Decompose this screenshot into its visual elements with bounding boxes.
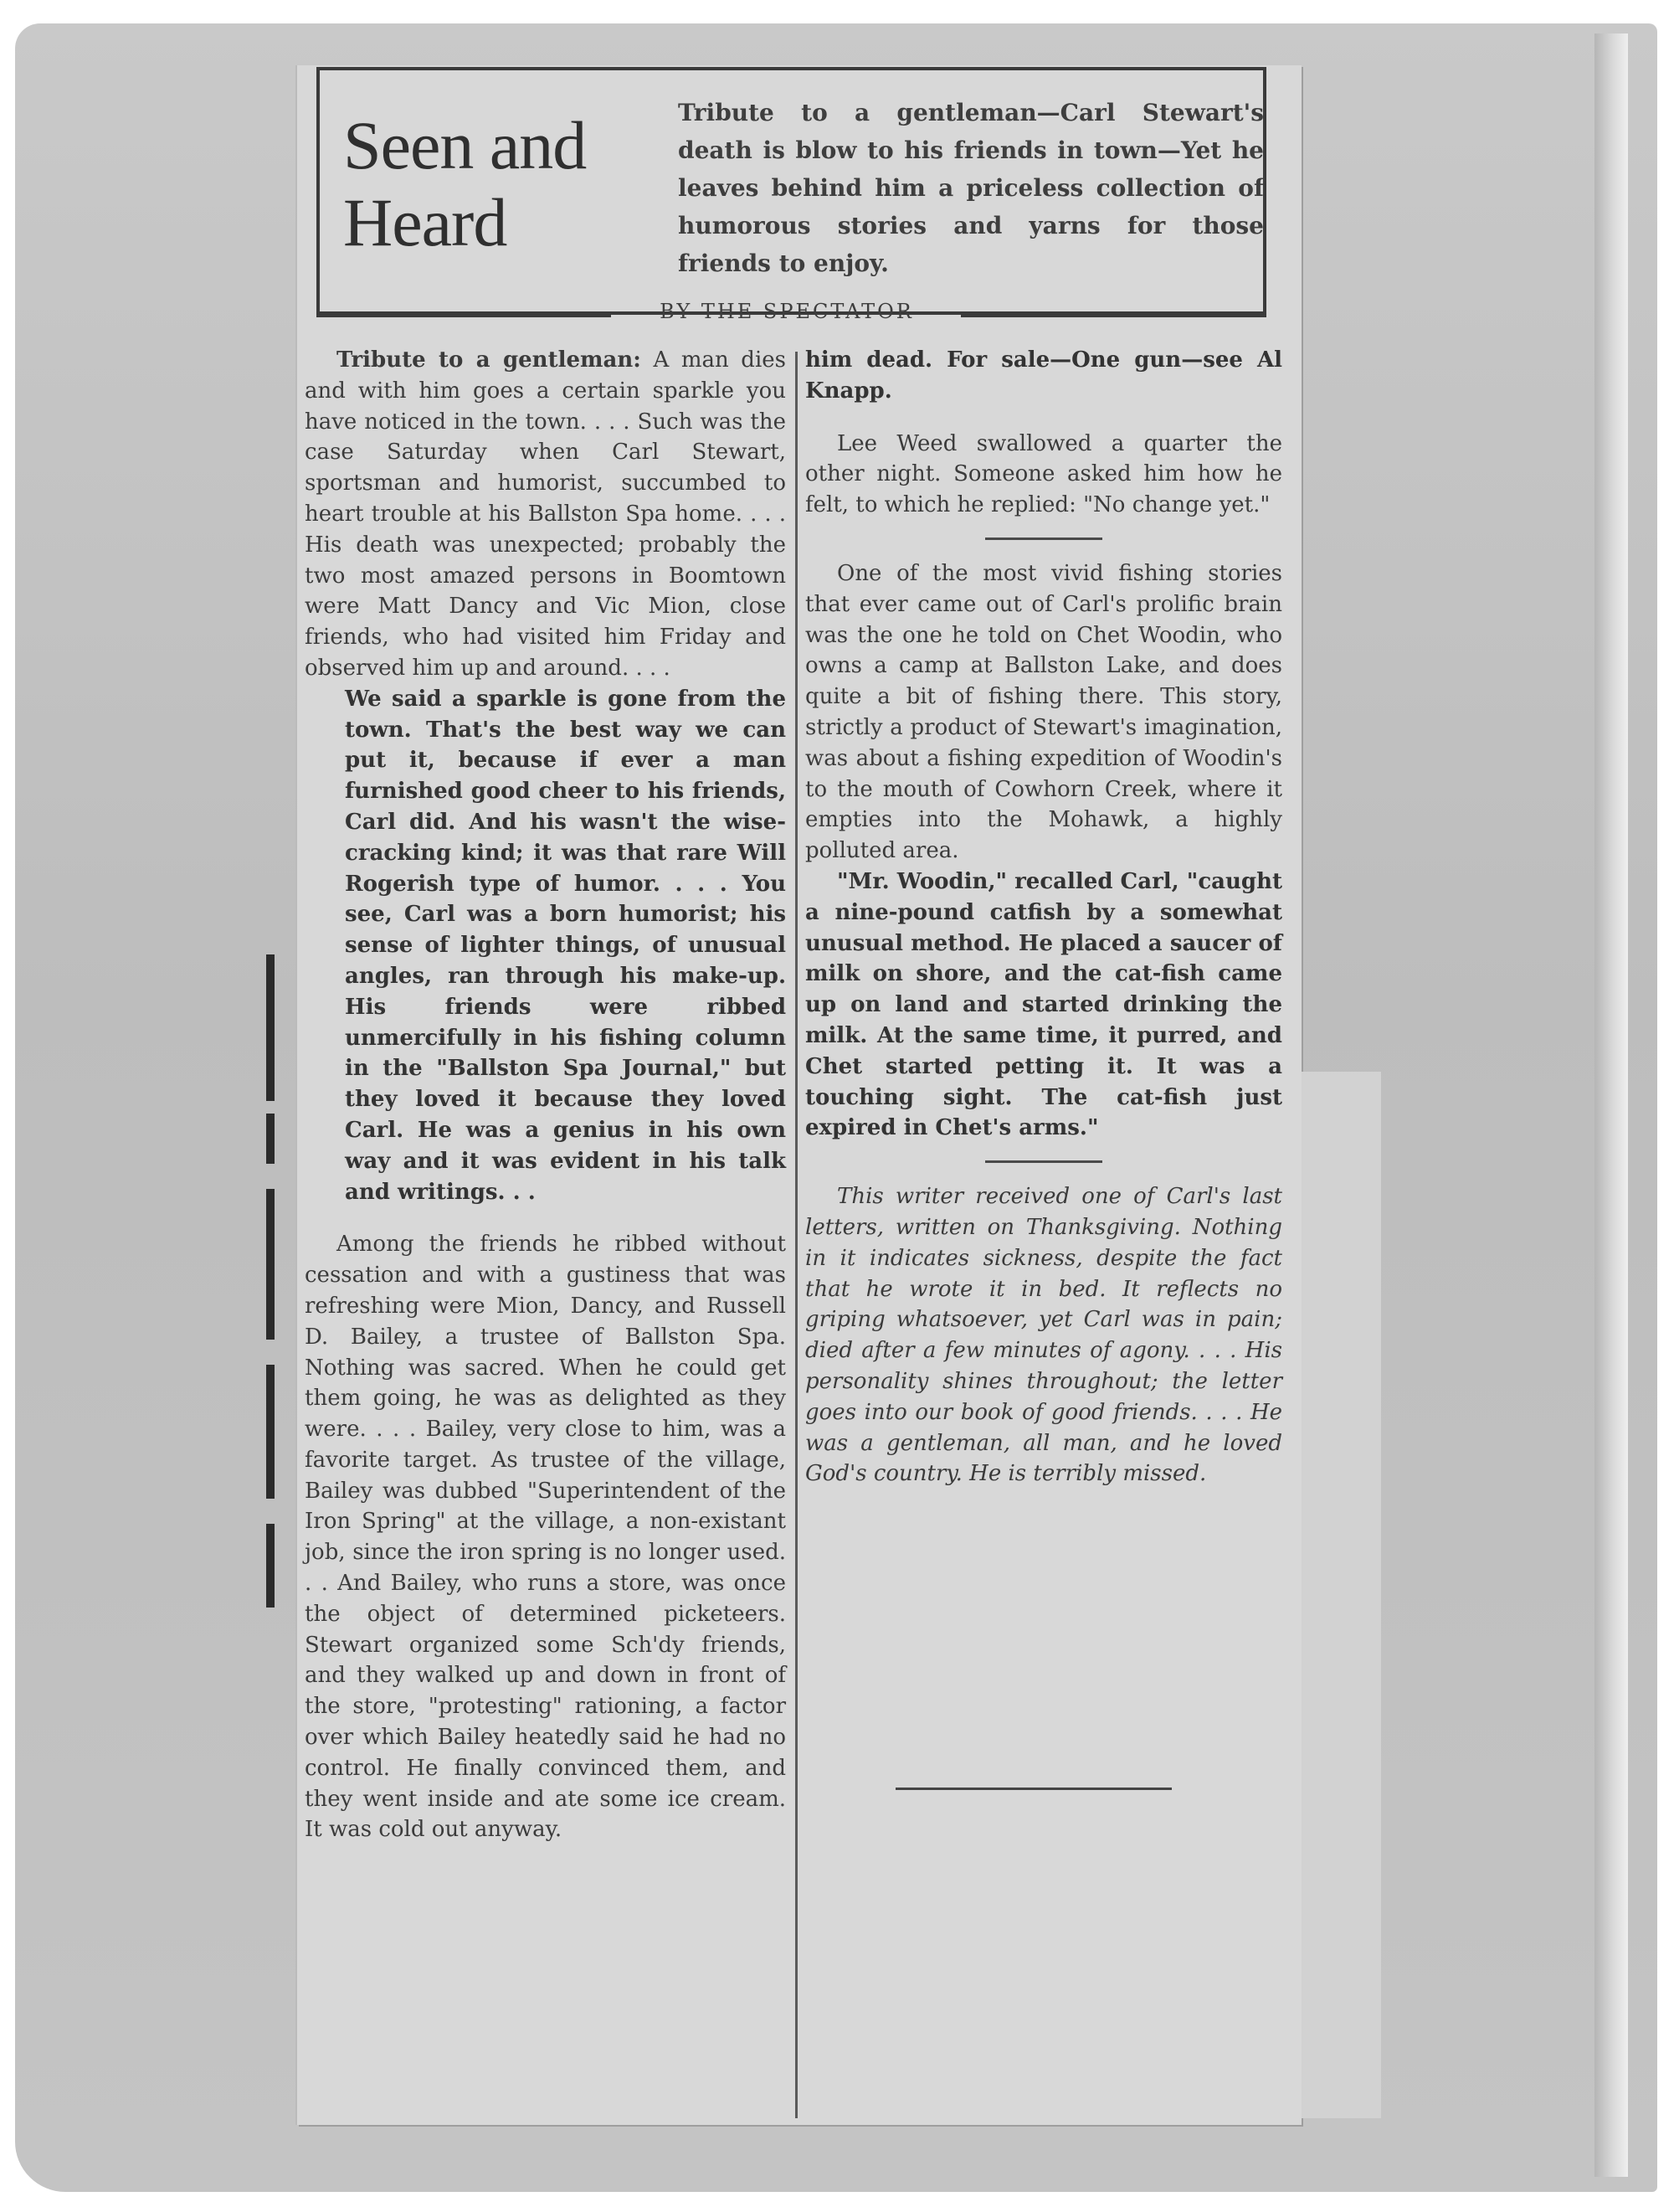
paragraph: "Mr. Woodin," recalled Carl, "caught a nine-pound catfish by a somewhat unusual method. He placed a saucer of milk on shore, and the cat-fish came up on land and started drinking the milk. At the same time, it purred, and Chet started petting it. It was a touching sight. The cat-fish just expired in Chet's arms."	[805, 868, 1282, 1141]
page-edge	[1594, 33, 1628, 2177]
column-title: Seen and Heard	[343, 107, 587, 260]
byline-rule	[316, 315, 611, 317]
column-divider	[795, 352, 798, 2118]
byline: BY THE SPECTATOR	[660, 300, 914, 323]
paragraph: We said a sparkle is gone from the town. That's the best way we can put it, because if ever a man furnished good cheer to his friends, Carl did. And his wasn't the wise-cracking kind; it was that rare Will Rogerish type of humor. . . . You see, Carl was a born humorist; his sense of lighter things, of unusual angles, ran through his make-up. His friends were ribbed unmercifully in his fishing column in the "Ballston Spa Journal," but they loved it because they loved Carl. He was a genius in his own way and it was evident in his talk and writings. . .	[345, 686, 786, 1205]
headline-deck: Tribute to a gentleman—Carl Stewart's death is blow to his friends in town—Yet he leaves behind him a priceless collection of humorous stories and yarns for those friends to enjoy.	[678, 99, 1264, 277]
paragraph	[305, 345, 786, 684]
left-column	[305, 345, 786, 1845]
byline-rule	[961, 315, 1266, 317]
paragraph: One of the most vivid fishing stories that ever came out of Carl's prolific brain was the one he told on Chet Woodin, who owns a camp at Ballston Lake, and does quite a bit of fishing there. This story, strictly a product of Stewart's imagination, was about a fishing expedition of Woodin's to the mouth of Cowhorn Creek, where it empties into the Mohawk, a highly polluted area.	[805, 560, 1282, 864]
paragraph: Among the friends he ribbed without cessation and with a gustiness that was refreshing were Mion, Dancy, and Russell D. Bailey, a trustee of Ballston Spa. Nothing was sacred. When he could get them going, he was as delighted as they were. . . . Bailey, very close to him, was a favorite target. As trustee of the village, Bailey was dubbed "Superintendent of the Iron Spring" at the village, a non-existant job, since the iron spring is no longer used. . . And Bailey, who runs a store, was once the object of determined picketeers. Stewart organized some Sch'dy friends, and they walked up and down in front of the store, "protesting" rationing, a factor over which Bailey heatedly said he had no control. He finally convinced them, and they went inside and ate some ice cream. It was cold out anyway.	[305, 1232, 786, 1843]
separator-rule	[985, 1160, 1102, 1163]
paragraph: him dead. For sale—One gun—see Al Knapp.	[805, 347, 1282, 404]
paragraph: This writer received one of Carl's last letters, written on Thanksgiving. Nothing in it indicates sickness, despite the fact that he wrote it in bed. It reflects no griping whatsoever, yet Carl was in pain; died after a few minutes of agony. . . . His personality shines throughout; the letter goes into our book of good friends. . . . He was a gentleman, all man, and he loved God's country. He is terribly missed.	[805, 1184, 1282, 1487]
paragraph: Lee Weed swallowed a quarter the other night. Someone asked him how he felt, to which he replied: "No change yet."	[805, 430, 1282, 518]
binding-marks	[251, 938, 301, 1624]
right-column	[805, 345, 1282, 1489]
separator-rule	[985, 538, 1102, 540]
clipping-extension	[1302, 1072, 1381, 2118]
paragraph-text: A man dies and with him goes a certain sparkle you have noticed in the town. . . . Such was the case Saturday when Carl Stewart, sportsman and humorist, succumbed to heart trouble at his Ballston Spa home. . . . His death was unexpected; probably the two most amazed persons in Boomtown were Matt Dancy and Vic Mion, close friends, who had visited him Friday and observed him up and around. . . .	[305, 347, 786, 681]
lead-in: Tribute to a gentleman:	[336, 347, 641, 373]
end-rule	[896, 1788, 1172, 1790]
